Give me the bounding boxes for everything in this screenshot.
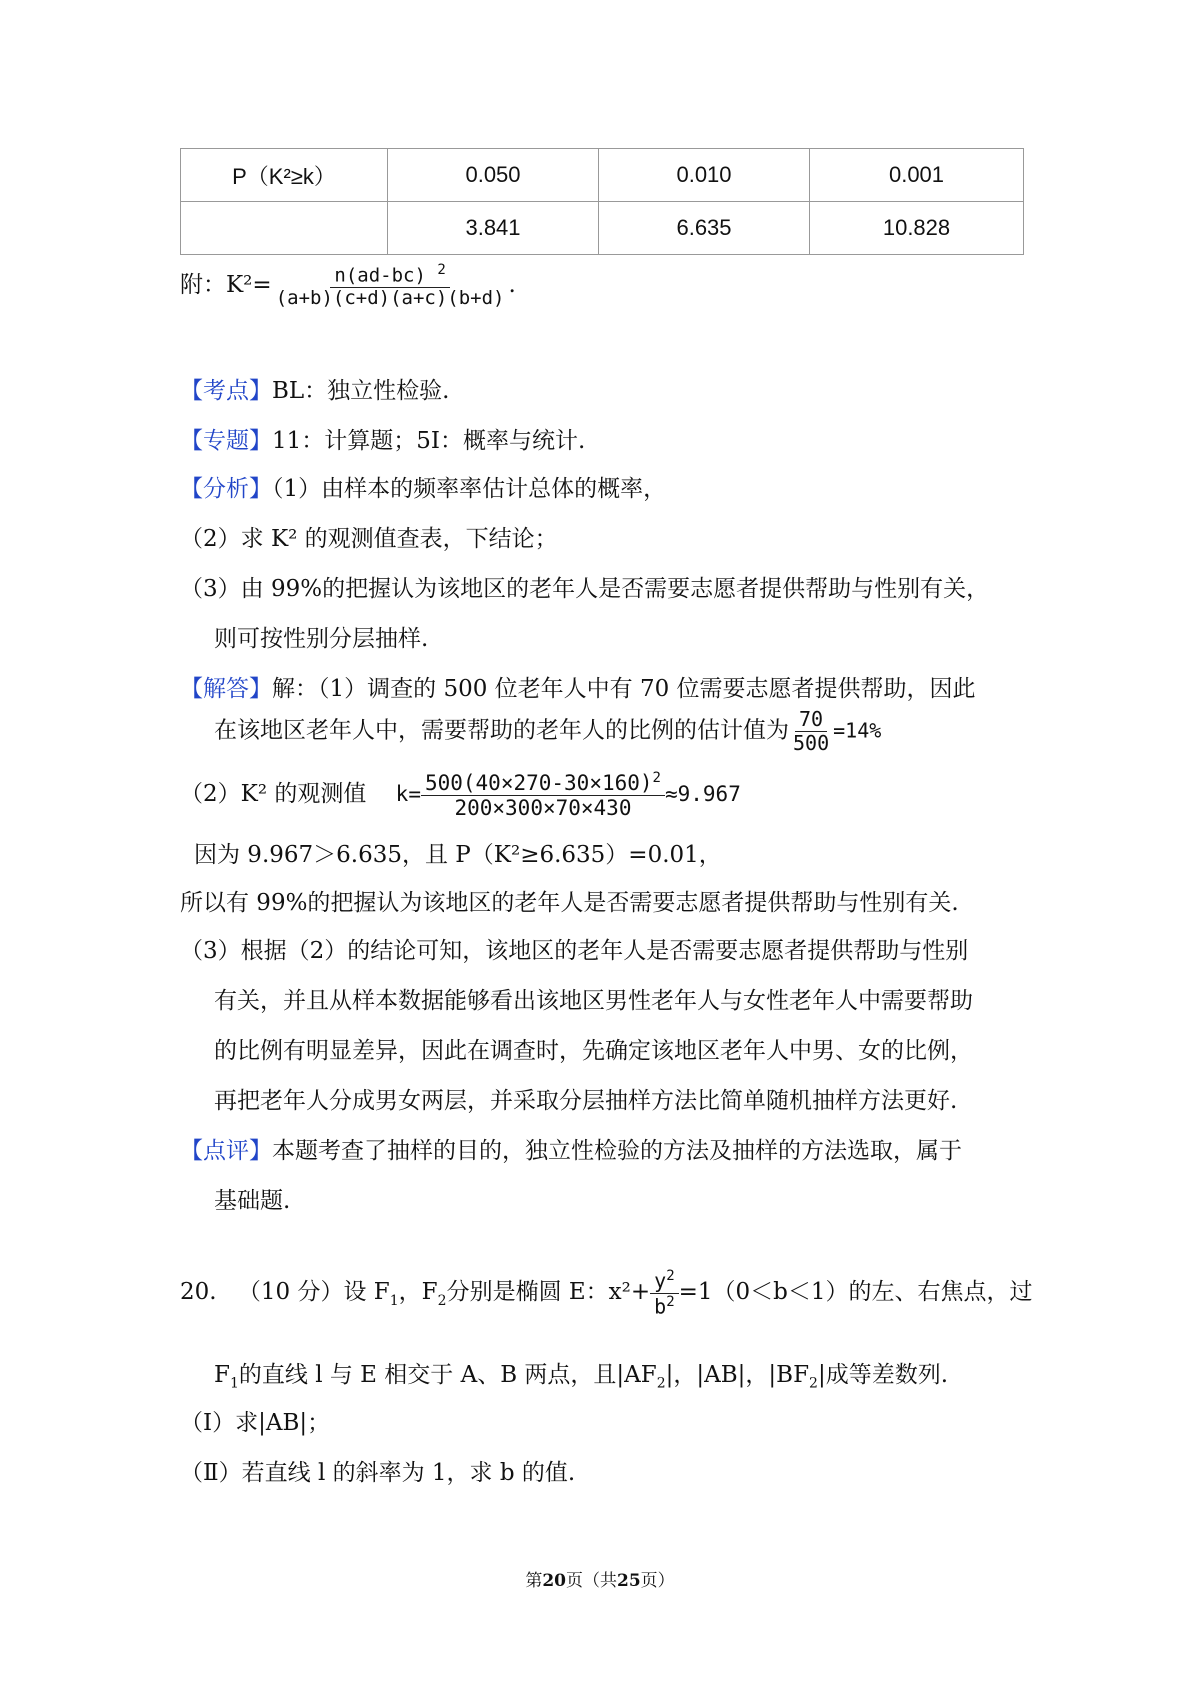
- zhuanti-tag: 【专题】: [180, 428, 272, 454]
- table-cell: 0.010: [599, 149, 810, 202]
- jieda-line7: 有关，并且从样本数据能够看出该地区男性老年人与女性老年人中需要帮助: [214, 988, 973, 1014]
- jieda-line6: （3）根据（2）的结论可知，该地区的老年人是否需要志愿者提供帮助与性别: [180, 938, 969, 964]
- k-value-fraction: $\frac{500(40\times 270-30\times 160)^2}{200\times 300\times 70\times 430}$: [421, 770, 665, 820]
- fenxi-line4: 则可按性别分层抽样.: [214, 626, 429, 652]
- kaodian-tag: 【考点】: [180, 378, 272, 404]
- jieda-line5: 所以有 99%的把握认为该地区的老年人是否需要志愿者提供帮助与性别有关.: [180, 890, 959, 916]
- page-footer: 第20页（共25页）: [525, 1571, 675, 1591]
- jieda-line1: 【解答】解：（1）调查的 500 位老年人中有 70 位需要志愿者提供帮助，因此: [180, 676, 976, 702]
- problem-number: 20.: [180, 1279, 217, 1306]
- fenxi-tag: 【分析】: [180, 476, 272, 502]
- jieda-line4: 因为 9.967＞6.635，且 P（K²≥6.635）=0.01，: [194, 842, 722, 868]
- jieda-line8: 的比例有明显差异，因此在调查时，先确定该地区老年人中男、女的比例，: [214, 1038, 973, 1064]
- dianping-line1: 【点评】本题考查了抽样的目的，独立性检验的方法及抽样的方法选取，属于: [180, 1138, 962, 1164]
- table-row: [181, 149, 1024, 202]
- table-cell: 0.050: [388, 149, 599, 202]
- jieda-line3: （2）K² 的观测值 k= $\frac{500(40\times 270-30\times 160)^2}{200\times 300\times 70\times 430}$ ≈9.967: [180, 770, 741, 821]
- dianping-line2: 基础题.: [214, 1188, 291, 1214]
- table-cell: 6.635: [599, 202, 810, 255]
- k2-fraction: [272, 262, 509, 310]
- problem20-line2: $F_1$的直线 l 与 E 相交于 A、B 两点，且$|AF_2|$，|AB|，$|BF_2|$成等差数列.: [214, 1362, 949, 1392]
- table-row: [181, 202, 1024, 255]
- k2-denominator: (a+b)(c+d)(a+c)(b+d): [275, 287, 505, 310]
- ratio-fraction: $\frac{70}{500}$: [793, 707, 830, 755]
- problem20-line1: 20. （10 分）设 $F_1$，$F_2$分别是椭圆 E：x²+ $\frac{y^2}{b^2}$ =1（0＜b＜1）的左、右焦点，过: [180, 1268, 1033, 1319]
- total-pages: 25: [617, 1571, 641, 1591]
- jieda-tag: 【解答】: [180, 676, 272, 702]
- critical-value-table: [180, 148, 1024, 255]
- fenxi-line2: （2）求 K² 的观测值查表，下结论；: [180, 526, 558, 552]
- table-cell: 0.001: [810, 149, 1024, 202]
- appendix-prefix: 附：K²=: [180, 272, 272, 298]
- fenxi-line3: （3）由 99%的把握认为该地区的老年人是否需要志愿者提供帮助与性别有关，: [180, 576, 990, 602]
- zhuanti-line: 【专题】11：计算题；5I：概率与统计.: [180, 428, 586, 454]
- problem20-part2: （Ⅱ）若直线 l 的斜率为 1，求 b 的值.: [180, 1460, 576, 1486]
- table-cell: 3.841: [388, 202, 599, 255]
- appendix-formula: 附：K²= $\frac{n(ad-bc) ^2}{(a+b)(c+d)(a+c)(b+d)}$ .: [180, 262, 516, 310]
- ellipse-fraction: $\frac{y^2}{b^2}$: [650, 1268, 678, 1318]
- kaodian-line: 【考点】BL：独立性检验.: [180, 378, 450, 404]
- table-cell: [181, 202, 388, 255]
- fenxi-line1: 【分析】（1）由样本的频率率估计总体的概率，: [180, 476, 667, 502]
- k2-numerator: n(ad-bc) $^2$: [330, 262, 449, 288]
- table-cell: 10.828: [810, 202, 1024, 255]
- current-page: 20: [542, 1571, 566, 1591]
- dianping-tag: 【点评】: [180, 1138, 272, 1164]
- table-cell: P（K²≥k）: [181, 149, 388, 202]
- jieda-line9: 再把老年人分成男女两层，并采取分层抽样方法比简单随机抽样方法更好.: [214, 1088, 958, 1114]
- problem20-part1: （Ⅰ）求|AB|；: [180, 1410, 331, 1436]
- jieda-line2: 在该地区老年人中，需要帮助的老年人的比例的估计值为 $\frac{70}{500}$ =14%: [214, 707, 882, 755]
